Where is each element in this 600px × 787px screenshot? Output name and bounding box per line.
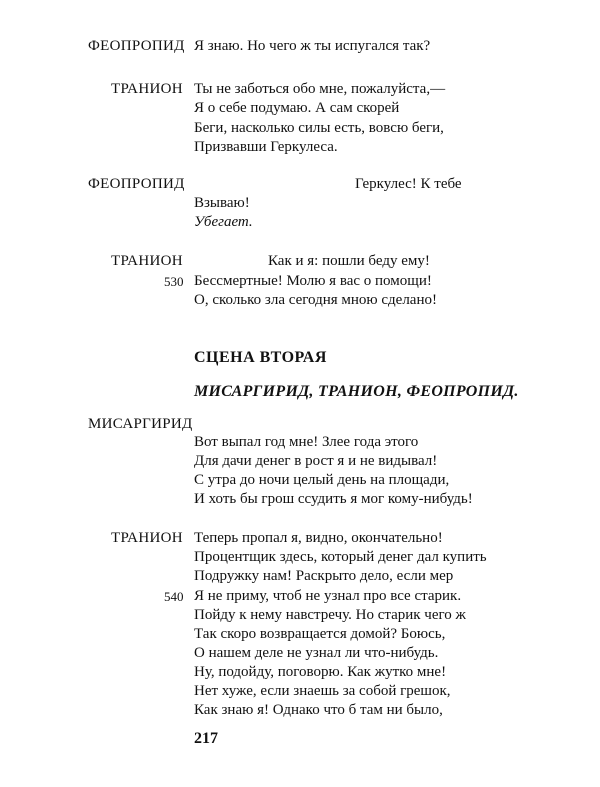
page-number: 217 [194, 730, 218, 747]
verse-line: Ты не заботься обо мне, пожалуйста,— [194, 81, 446, 97]
verse-line: О нашем деле не узнал ли что-нибудь. [194, 645, 439, 661]
verse-line: И хоть бы грош ссудить я мог кому-нибудь! [194, 491, 473, 507]
line-number: 540 [164, 589, 184, 604]
verse-line: Бессмертные! Молю я вас о помощи! [194, 273, 432, 289]
verse-line: Как и я: пошли беду ему! [268, 253, 430, 269]
verse-line: Призвавши Геркулеса. [194, 139, 338, 155]
speaker-name: ФЕОПРОПИД [88, 38, 185, 54]
stage-direction: Убегает. [194, 214, 253, 230]
verse-line: Ну, подойду, поговорю. Как жутко мне! [194, 664, 447, 680]
verse-line: О, сколько зла сегодня мною сделано! [194, 292, 437, 308]
verse-line: Так скоро возвращается домой? Боюсь, [194, 626, 446, 642]
speaker-name: ТРАНИОН [111, 81, 183, 97]
verse-line: Взываю! [194, 195, 250, 211]
verse-line: Вот выпал год мне! Злее года этого [194, 434, 419, 450]
verse-line: Теперь пропал я, видно, окончательно! [194, 530, 443, 546]
verse-line: Пойду к нему навстречу. Но старик чего ж [194, 607, 466, 623]
verse-line: Для дачи денег в рост я и не видывал! [194, 453, 438, 469]
speaker-name: МИСАРГИРИД [88, 416, 193, 432]
line-number: 530 [164, 274, 184, 289]
speaker-name: ТРАНИОН [111, 530, 183, 546]
verse-line: Процентщик здесь, который денег дал купить [194, 549, 487, 565]
scene-title: СЦЕНА ВТОРАЯ [194, 349, 327, 366]
verse-line: Я знаю. Но чего ж ты испугался так? [194, 38, 431, 54]
speaker-name: ФЕОПРОПИД [88, 176, 185, 192]
verse-line: Подружку нам! Раскрыто дело, если мер [194, 568, 454, 584]
verse-line: Как знаю я! Однако что б там ни было, [194, 702, 443, 718]
verse-line: Беги, насколько силы есть, вовсю беги, [194, 120, 444, 136]
speaker-name: ТРАНИОН [111, 253, 183, 269]
verse-line: Я о себе подумаю. А сам скорей [194, 100, 400, 116]
verse-line: Геркулес! К тебе [355, 176, 462, 192]
verse-line: Я не приму, чтоб не узнал про все старик. [194, 588, 462, 604]
verse-line: Нет хуже, если знаешь за собой грешок, [194, 683, 451, 699]
scene-cast: МИСАРГИРИД, ТРАНИОН, ФЕОПРОПИД. [194, 383, 519, 400]
verse-line: С утра до ночи целый день на площади, [194, 472, 450, 488]
